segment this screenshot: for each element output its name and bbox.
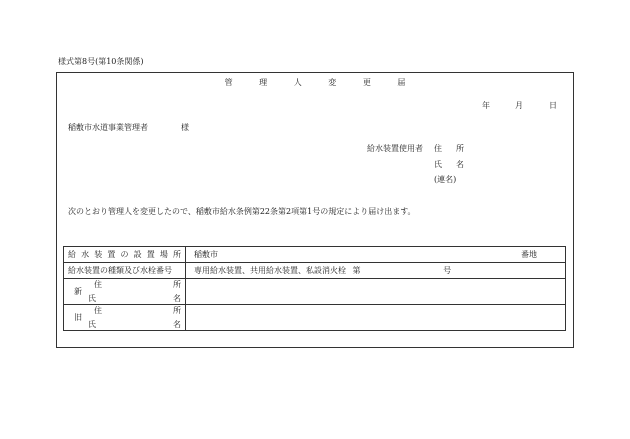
title-char: 届 <box>397 78 406 87</box>
document-title <box>0 79 630 87</box>
address-label-char: 所 <box>173 306 181 315</box>
label-char: 置 <box>146 250 155 259</box>
address-label-char: 住 <box>94 280 102 289</box>
addressee-honorific: 様 <box>181 123 189 132</box>
table-row <box>64 247 566 263</box>
form-number: 様式第8号(第10条関係) <box>58 57 144 66</box>
title-char: 更 <box>362 78 371 87</box>
name-label-char: 氏 <box>88 294 96 303</box>
location-label <box>64 247 186 263</box>
new-manager-label <box>64 279 186 305</box>
table-row <box>64 305 566 331</box>
address-label-char: 住 <box>94 306 102 315</box>
address-label-char: 所 <box>173 280 181 289</box>
location-suffix: 番地 <box>521 250 537 259</box>
date-month-label: 月 <box>515 101 523 110</box>
label-char: 給 <box>68 250 76 259</box>
applicant-address-label: 所 <box>456 144 464 153</box>
old-manager-value-cell[interactable] <box>186 305 566 331</box>
table-row <box>64 279 566 305</box>
date-year-label: 年 <box>482 101 490 110</box>
tap-number-suffix: 号 <box>443 266 452 275</box>
new-prefix: 新 <box>74 287 82 296</box>
location-city: 稲敷市 <box>194 250 218 259</box>
type-value-cell[interactable] <box>186 263 566 279</box>
label-char: の <box>120 250 129 259</box>
label-char: 水 <box>81 250 90 259</box>
new-manager-value-cell[interactable] <box>186 279 566 305</box>
location-value-cell[interactable] <box>186 247 566 263</box>
label-char: 所 <box>173 250 181 259</box>
type-label: 給水装置の種類及び水栓番号 <box>64 263 186 279</box>
applicant-address-label: 住 <box>434 144 442 153</box>
label-char: 場 <box>159 250 168 259</box>
tap-number-label: 第 <box>352 266 361 275</box>
title-char: 理 <box>259 78 268 87</box>
label-char: 装 <box>94 250 103 259</box>
label-char: 設 <box>133 250 142 259</box>
title-char: 変 <box>328 78 337 87</box>
old-manager-label <box>64 305 186 331</box>
applicant-label: 給水装置使用者 <box>367 144 423 153</box>
table-row <box>64 263 566 279</box>
old-prefix: 旧 <box>74 313 82 322</box>
statement-text: 次のとおり管理人を変更したので、稲敷市給水条例第22条第2項第1号の規定により届け出ます。 <box>68 207 416 216</box>
addressee: 稲敷市水道事業管理者 <box>68 123 148 132</box>
type-options: 専用給水装置、共用給水装置、私設消火栓 <box>194 266 346 275</box>
name-label-char: 名 <box>173 294 181 303</box>
info-table <box>63 246 566 331</box>
title-char: 人 <box>293 78 302 87</box>
date-day-label: 日 <box>549 101 557 110</box>
label-char: 置 <box>107 250 116 259</box>
name-label-char: 氏 <box>88 320 96 329</box>
applicant-name-label: 名 <box>456 160 464 169</box>
title-char: 管 <box>224 78 233 87</box>
joint-signature-note: (連名) <box>434 175 457 184</box>
name-label-char: 名 <box>173 320 181 329</box>
applicant-name-label: 氏 <box>434 160 442 169</box>
